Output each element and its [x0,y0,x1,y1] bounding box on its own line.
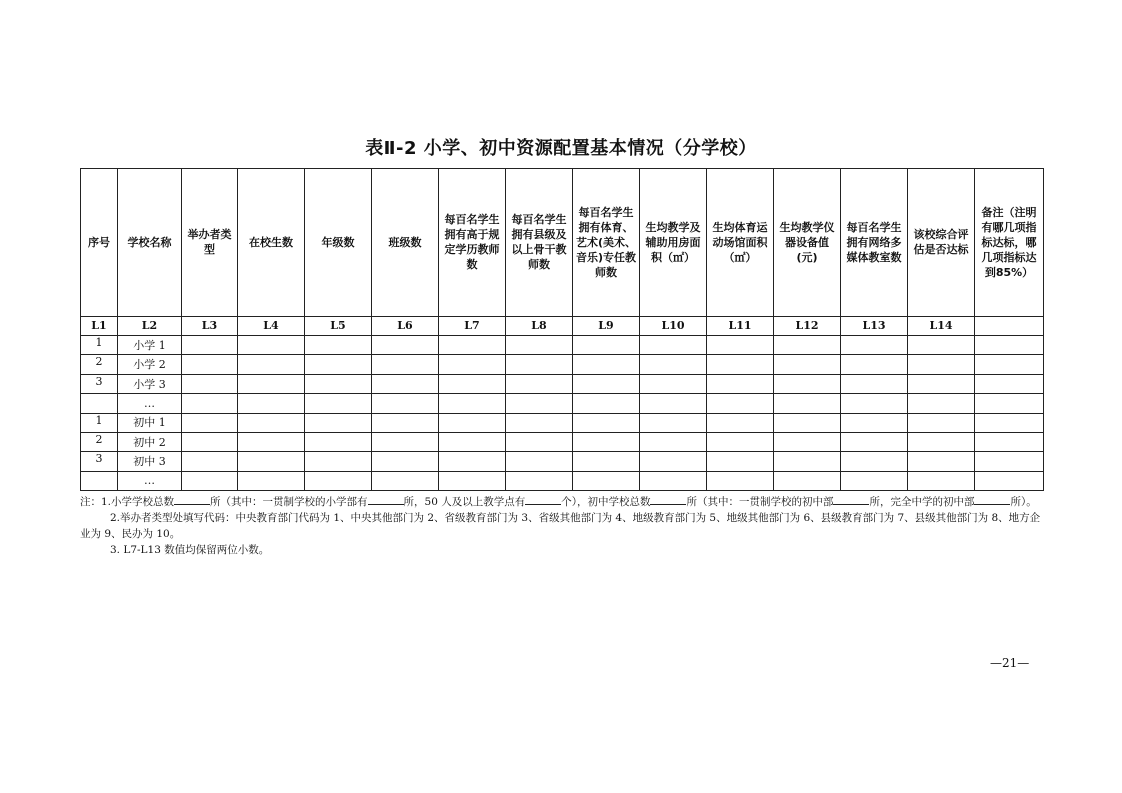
data-cell[interactable] [707,452,774,471]
data-cell[interactable] [707,471,774,490]
data-cell[interactable] [640,471,707,490]
row-number: 3 [81,374,118,393]
data-cell[interactable] [774,452,841,471]
data-cell[interactable] [573,374,640,393]
data-cell[interactable] [640,452,707,471]
data-cell[interactable] [182,336,238,355]
data-cell[interactable] [372,413,439,432]
row-number: 1 [81,336,118,355]
data-cell[interactable] [908,413,975,432]
data-cell[interactable] [506,471,573,490]
data-cell[interactable] [975,374,1044,393]
table-row [81,413,1044,432]
data-cell[interactable] [707,432,774,451]
data-cell[interactable] [439,394,506,413]
data-cell[interactable] [707,394,774,413]
data-cell[interactable] [372,452,439,471]
header-row [81,169,1044,317]
data-cell[interactable] [372,374,439,393]
data-cell[interactable] [182,413,238,432]
data-cell[interactable] [372,336,439,355]
data-cell[interactable] [439,452,506,471]
data-cell[interactable] [439,355,506,374]
school-name-cell: 初中 1 [118,413,182,432]
school-name-cell: 小学 3 [118,374,182,393]
data-cell[interactable] [640,336,707,355]
note-1: 注：1.小学学校总数 所（其中：一贯制学校的小学部有 所，50 人及以上教学点有 个），初中学校总数 所（其中：一贯制学校的初中部 所，完全中学的初中部 所）。 [80,493,1043,510]
data-cell[interactable] [573,355,640,374]
data-cell[interactable] [841,452,908,471]
data-cell[interactable] [372,355,439,374]
data-cell[interactable] [305,413,372,432]
data-cell[interactable] [372,471,439,490]
data-cell[interactable] [975,452,1044,471]
row-number: 2 [81,355,118,374]
data-cell[interactable] [506,413,573,432]
data-cell[interactable] [182,355,238,374]
data-cell[interactable] [774,394,841,413]
data-cell[interactable] [439,336,506,355]
data-cell[interactable] [908,471,975,490]
data-cell[interactable] [305,374,372,393]
code-cell: L13 [841,316,908,335]
data-cell[interactable] [841,394,908,413]
data-cell[interactable] [640,394,707,413]
code-cell: L8 [506,316,573,335]
data-cell[interactable] [238,355,305,374]
data-cell[interactable] [707,374,774,393]
data-cell[interactable] [238,432,305,451]
data-cell[interactable] [372,432,439,451]
data-cell[interactable] [238,374,305,393]
data-cell[interactable] [908,355,975,374]
header-cell: 每百名学生拥有高于规定学历教师数 [439,169,506,317]
data-cell[interactable] [573,452,640,471]
data-cell[interactable] [238,452,305,471]
header-cell: 备注（注明有哪几项指标达标，哪几项指标达到85%） [975,169,1044,317]
row-number: 2 [81,432,118,451]
data-cell[interactable] [640,432,707,451]
data-cell[interactable] [841,471,908,490]
header-cell: 生均教学仪器设备值(元) [774,169,841,317]
code-cell: L10 [640,316,707,335]
data-cell[interactable] [640,355,707,374]
data-cell[interactable] [841,413,908,432]
header-cell: 序号 [81,169,118,317]
table-row [81,432,1044,451]
data-cell[interactable] [182,432,238,451]
data-cell[interactable] [506,452,573,471]
table-row [81,452,1044,471]
table-row [81,394,1044,413]
data-cell[interactable] [182,374,238,393]
data-cell[interactable] [841,355,908,374]
data-cell[interactable] [305,394,372,413]
data-cell[interactable] [573,336,640,355]
school-name-cell: 小学 1 [118,336,182,355]
data-cell[interactable] [238,394,305,413]
data-cell[interactable] [975,336,1044,355]
data-cell[interactable] [439,432,506,451]
data-cell[interactable] [640,413,707,432]
data-cell[interactable] [975,413,1044,432]
header-cell: 生均教学及辅助用房面积（㎡） [640,169,707,317]
data-cell[interactable] [774,471,841,490]
header-cell: 每百名学生拥有网络多媒体教室数 [841,169,908,317]
data-cell[interactable] [305,452,372,471]
code-cell [975,316,1044,335]
data-cell[interactable] [774,413,841,432]
data-cell[interactable] [305,432,372,451]
data-cell[interactable] [640,374,707,393]
code-cell: L14 [908,316,975,335]
code-cell: L2 [118,316,182,335]
data-cell[interactable] [707,413,774,432]
data-cell[interactable] [774,355,841,374]
data-cell[interactable] [305,471,372,490]
data-cell[interactable] [439,471,506,490]
code-cell: L6 [372,316,439,335]
data-cell[interactable] [707,355,774,374]
school-name-cell: … [118,471,182,490]
data-cell[interactable] [506,336,573,355]
data-cell[interactable] [841,336,908,355]
data-cell[interactable] [975,394,1044,413]
data-cell[interactable] [372,394,439,413]
data-cell[interactable] [774,336,841,355]
code-cell: L7 [439,316,506,335]
row-number [81,394,118,413]
data-cell[interactable] [908,374,975,393]
page-number: —21— [990,656,1030,670]
data-cell[interactable] [975,432,1044,451]
note-3: 3. L7-L13 数值均保留两位小数。 [110,544,270,556]
data-cell[interactable] [506,394,573,413]
data-cell[interactable] [908,452,975,471]
data-cell[interactable] [182,452,238,471]
header-cell: 学校名称 [118,169,182,317]
notes [80,493,1043,558]
data-cell[interactable] [573,413,640,432]
table-row [81,374,1044,393]
data-cell[interactable] [573,432,640,451]
code-row [81,316,1044,335]
header-cell: 该校综合评估是否达标 [908,169,975,317]
code-cell: L3 [182,316,238,335]
data-cell[interactable] [774,374,841,393]
data-cell[interactable] [182,394,238,413]
code-cell: L4 [238,316,305,335]
note-2: 2.举办者类型处填写代码：中央教育部门代码为 1、中央其他部门为 2、省级教育部门为 3、省级其他部门为 4、地级教育部门为 5、地级其他部门为 6、县级教育部门为 7、县级其他部门为 8、地方企业为 9、民办为 10。 [80,512,1041,540]
school-name-cell: 初中 2 [118,432,182,451]
resource-table [80,168,1044,491]
data-cell[interactable] [305,355,372,374]
data-cell[interactable] [908,336,975,355]
data-cell[interactable] [506,355,573,374]
header-cell: 生均体育运动场馆面积（㎡） [707,169,774,317]
data-cell[interactable] [238,471,305,490]
school-name-cell: … [118,394,182,413]
data-cell[interactable] [975,355,1044,374]
header-cell: 举办者类型 [182,169,238,317]
header-cell: 在校生数 [238,169,305,317]
data-cell[interactable] [439,413,506,432]
row-number [81,471,118,490]
code-cell: L11 [707,316,774,335]
header-cell: 每百名学生拥有县级及以上骨干教师数 [506,169,573,317]
header-cell: 年级数 [305,169,372,317]
row-number: 1 [81,413,118,432]
school-name-cell: 小学 2 [118,355,182,374]
code-cell: L5 [305,316,372,335]
data-cell[interactable] [707,336,774,355]
data-cell[interactable] [908,394,975,413]
data-cell[interactable] [439,374,506,393]
header-cell: 每百名学生拥有体育、艺术(美术、音乐)专任教师数 [573,169,640,317]
row-number: 3 [81,452,118,471]
data-cell[interactable] [182,471,238,490]
header-cell: 班级数 [372,169,439,317]
data-cell[interactable] [238,336,305,355]
data-cell[interactable] [774,432,841,451]
table-row [81,336,1044,355]
data-cell[interactable] [573,394,640,413]
page-title: 表Ⅱ-2 小学、初中资源配置基本情况（分学校） [365,138,757,159]
data-cell[interactable] [573,471,640,490]
data-cell[interactable] [841,432,908,451]
code-cell: L1 [81,316,118,335]
data-cell[interactable] [506,374,573,393]
table-row [81,355,1044,374]
table-row [81,471,1044,490]
code-cell: L9 [573,316,640,335]
data-cell[interactable] [841,374,908,393]
data-cell[interactable] [908,432,975,451]
data-cell[interactable] [975,471,1044,490]
data-cell[interactable] [506,432,573,451]
code-cell: L12 [774,316,841,335]
data-cell[interactable] [238,413,305,432]
data-cell[interactable] [305,336,372,355]
school-name-cell: 初中 3 [118,452,182,471]
